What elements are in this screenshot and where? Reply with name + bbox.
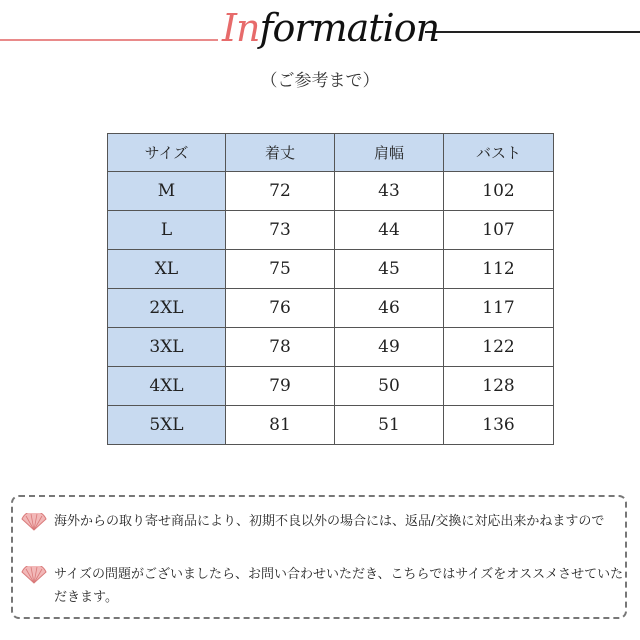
- header-size: サイズ: [108, 134, 226, 172]
- table-row: [108, 406, 554, 445]
- decorative-rule-left: [0, 39, 218, 41]
- table-cell: 73: [226, 211, 335, 250]
- table-cell: 107: [444, 211, 554, 250]
- notice-text: 海外からの取り寄せ商品により、初期不良以外の場合には、返品/交換に対応出来かねますので: [54, 514, 605, 529]
- table-row: [108, 367, 554, 406]
- table-cell: 51: [335, 406, 444, 445]
- table-cell: 72: [226, 172, 335, 211]
- table-cell: 49: [335, 328, 444, 367]
- notice-item: [21, 510, 624, 533]
- table-cell: 79: [226, 367, 335, 406]
- decorative-rule-right: [425, 31, 640, 33]
- table-row: [108, 328, 554, 367]
- table-cell: XL: [108, 250, 226, 289]
- table-cell: 102: [444, 172, 554, 211]
- fan-icon: [21, 566, 47, 584]
- table-cell: 81: [226, 406, 335, 445]
- table-cell: 3XL: [108, 328, 226, 367]
- table-row: [108, 250, 554, 289]
- table-cell: 112: [444, 250, 554, 289]
- title-rest: formation: [259, 6, 440, 50]
- table-cell: 46: [335, 289, 444, 328]
- page-title: [222, 6, 439, 56]
- notice-item: [21, 563, 624, 609]
- table-cell: 117: [444, 289, 554, 328]
- table-row: [108, 172, 554, 211]
- notice-box: [11, 495, 627, 619]
- table-cell: M: [108, 172, 226, 211]
- table-cell: 5XL: [108, 406, 226, 445]
- table-cell: 76: [226, 289, 335, 328]
- fan-icon: [21, 513, 47, 531]
- table-cell: 78: [226, 328, 335, 367]
- table-cell: 75: [226, 250, 335, 289]
- table-cell: 45: [335, 250, 444, 289]
- table-cell: 43: [335, 172, 444, 211]
- header-bust: バスト: [444, 134, 554, 172]
- title-accent: In: [222, 6, 260, 50]
- table-header-row: [108, 134, 554, 172]
- table-cell: 4XL: [108, 367, 226, 406]
- table-cell: 2XL: [108, 289, 226, 328]
- header-length: 着丈: [226, 134, 335, 172]
- table-cell: 136: [444, 406, 554, 445]
- table-cell: 44: [335, 211, 444, 250]
- table-cell: 122: [444, 328, 554, 367]
- table-cell: 50: [335, 367, 444, 406]
- table-cell: L: [108, 211, 226, 250]
- size-table: [107, 133, 554, 445]
- notice-text: サイズの問題がございましたら、お問い合わせいただき、こちらではサイズをオススメさせていただきます。: [54, 567, 624, 605]
- table-row: [108, 211, 554, 250]
- table-cell: 128: [444, 367, 554, 406]
- page-subtitle: （ご参考まで）: [260, 71, 380, 91]
- table-row: [108, 289, 554, 328]
- header-shoulder: 肩幅: [335, 134, 444, 172]
